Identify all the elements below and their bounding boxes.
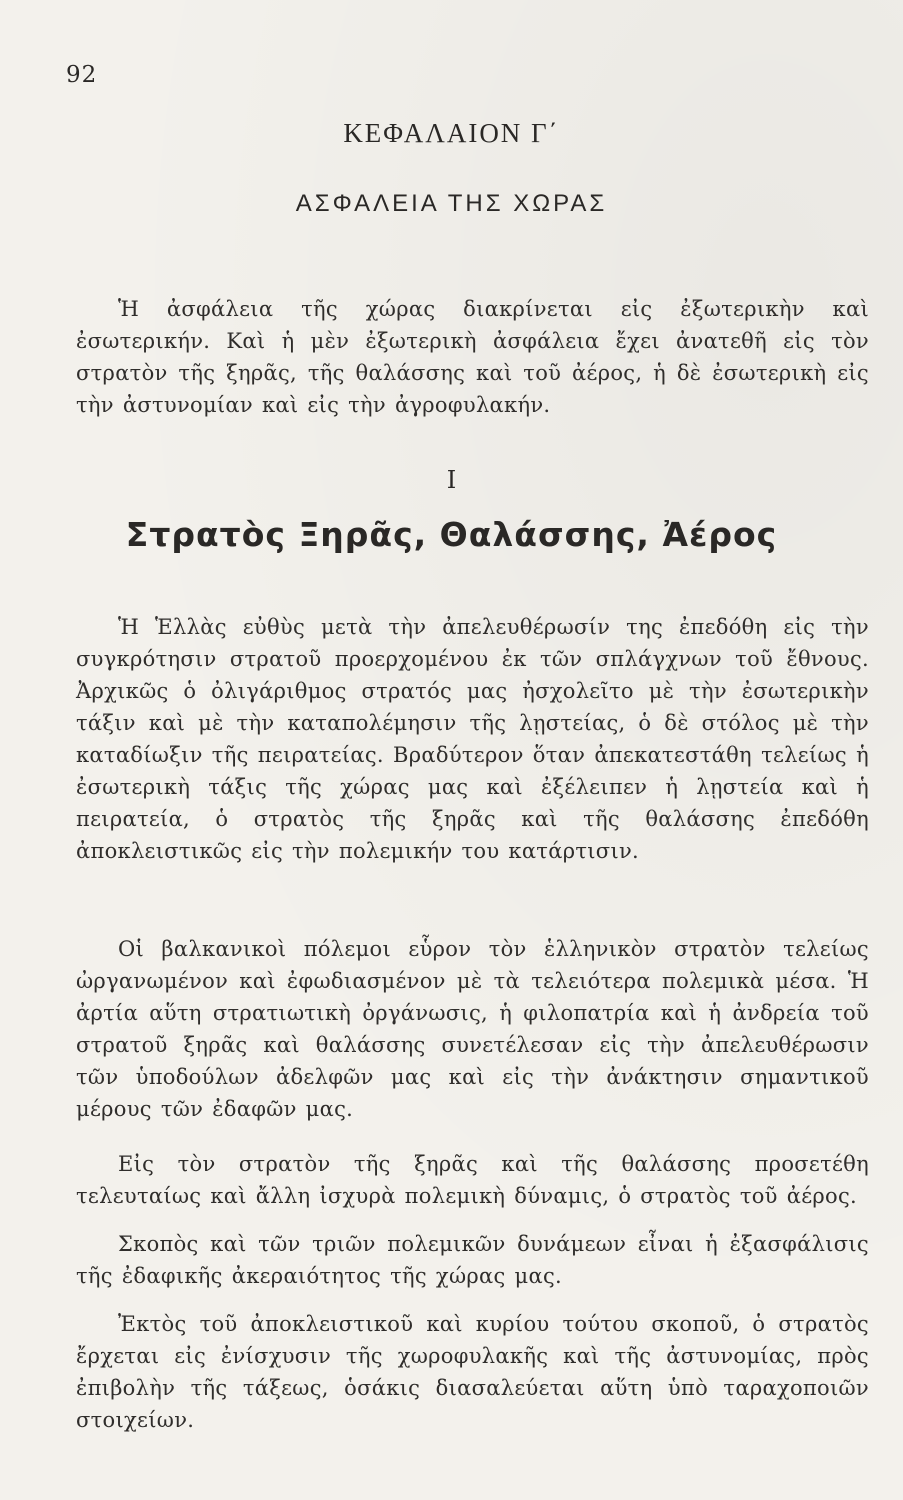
body-paragraph: Σκοπὸς καὶ τῶν τριῶν πολεμικῶν δυνάμεων εἶναι ἡ ἐξασφάλισις τῆς ἐδαφικῆς ἀκεραιότητος τῆς χώρας μας. — [76, 1232, 869, 1288]
intro-paragraph: Ἡ ἀσφάλεια τῆς χώρας διακρίνεται εἰς ἐξωτερικὴν καὶ ἐσωτερικήν. Καὶ ἡ μὲν ἐξωτερικὴ ἀσφάλεια ἔχει ἀνατεθῆ εἰς τὸν στρατὸν τῆς ξηρᾶς, τῆς θαλάσσης καὶ τοῦ ἀέρος, ἡ δὲ ἐσωτερικὴ εἰς τὴν ἀστυνομίαν καὶ εἰς τὴν ἀγροφυλακήν. — [76, 297, 869, 417]
section-heading: Στρατὸς Ξηρᾶς, Θαλάσσης, Ἀέρος — [125, 515, 778, 554]
body-paragraph: Ἐκτὸς τοῦ ἀποκλειστικοῦ καὶ κυρίου τούτου σκοποῦ, ὁ στρατὸς ἔρχεται εἰς ἐνίσχυσιν τῆς χωροφυλακῆς καὶ τῆς ἀστυνομίας, πρὸς ἐπιβολὴν τῆς τάξεως, ὁσάκις διασαλεύεται αὕτη ὑπὸ ταραχοποιῶν στοιχείων. — [76, 1312, 869, 1432]
chapter-subtitle: ΑΣΦΑΛΕΙΑ ΤΗΣ ΧΩΡΑΣ — [295, 190, 608, 217]
chapter-title: ΚΕΦΑΛΑΙΟΝ Γ΄ — [343, 118, 560, 148]
section-numeral: I — [446, 466, 457, 494]
body-paragraph: Εἰς τὸν στρατὸν τῆς ξηρᾶς καὶ τῆς θαλάσσης προσετέθη τελευταίως καὶ ἄλλη ἰσχυρὰ πολεμικὴ δύναμις, ὁ στρατὸς τοῦ ἀέρος. — [76, 1152, 869, 1208]
page-number: 92 — [66, 62, 98, 88]
body-paragraph: Οἱ βαλκανικοὶ πόλεμοι εὗρον τὸν ἑλληνικὸν στρατὸν τελείως ὠργανωμένον καὶ ἐφωδιασμένον μὲ τὰ τελειότερα πολεμικὰ μέσα. Ἡ ἀρτία αὕτη στρατιωτικὴ ὀργάνωσις, ἡ φιλοπατρία καὶ ἡ ἀνδρεία τοῦ στρατοῦ ξηρᾶς καὶ θαλάσσης συνετέλεσαν εἰς τὴν ἀπελευθέρωσιν τῶν ὑποδούλων ἀδελφῶν μας καὶ εἰς τὴν ἀνάκτησιν σημαντικοῦ μέρους τῶν ἐδαφῶν μας. — [76, 937, 869, 1121]
body-paragraph: Ἡ Ἑλλὰς εὐθὺς μετὰ τὴν ἀπελευθέρωσίν της ἐπεδόθη εἰς τὴν συγκρότησιν στρατοῦ προερχομένου ἐκ τῶν σπλάγχνων τοῦ ἔθνους. Ἀρχικῶς ὁ ὀλιγάριθμος στρατός μας ἠσχολεῖτο μὲ τὴν ἐσωτερικὴν τάξιν καὶ μὲ τὴν καταπολέμησιν τῆς λῃστείας, ὁ δὲ στόλος μὲ τὴν καταδίωξιν τῆς πειρατείας. Βραδύτερον ὅταν ἀπεκατεστάθη τελείως ἡ ἐσωτερικὴ τάξις τῆς χώρας μας καὶ ἐξέλειπεν ἡ λῃστεία καὶ ἡ πειρατεία, ὁ στρατὸς τῆς ξηρᾶς καὶ τῆς θαλάσσης ἐπεδόθη ἀποκλειστικῶς εἰς τὴν πολεμικήν του κατάρτισιν. — [76, 615, 869, 863]
